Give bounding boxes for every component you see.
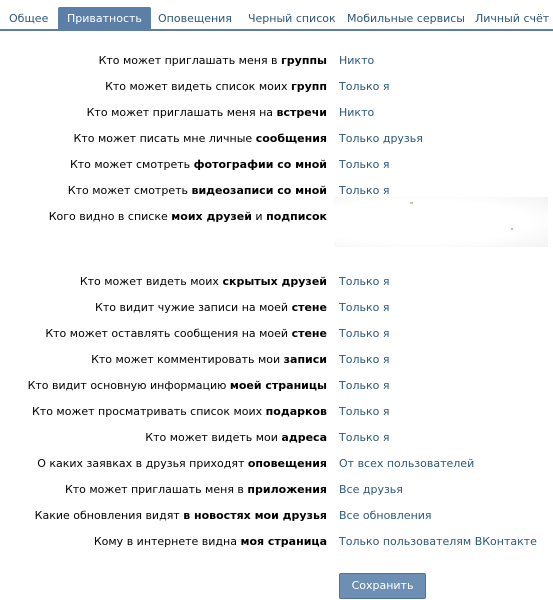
setting-row-comments [0, 347, 553, 373]
setting-value-tagged-videos[interactable]: Только я [339, 184, 390, 197]
tab-general[interactable]: Общее [9, 12, 49, 25]
setting-value-hidden-friends[interactable]: Только я [339, 275, 390, 288]
setting-value-friend-requests[interactable]: От всех пользователей [339, 457, 475, 470]
setting-label: Кто может приглашать меня в приложения [64, 483, 327, 496]
setting-row-invite-groups [0, 48, 553, 74]
setting-value-invite-groups[interactable]: Никто [339, 54, 375, 67]
setting-value-addresses[interactable]: Только я [339, 431, 390, 444]
setting-row-tagged-photos [0, 152, 553, 178]
setting-label: Кто может приглашать меня на встречи [86, 106, 327, 119]
setting-label: О каких заявках в друзья приходят оповещения [37, 457, 327, 470]
setting-row-page-visibility [0, 529, 553, 555]
setting-value-gifts[interactable]: Только я [339, 405, 390, 418]
setting-value-wall-posts-view[interactable]: Только я [339, 301, 390, 314]
obscured-mark [410, 202, 413, 204]
tab-notifications[interactable]: Оповещения [158, 12, 232, 25]
setting-label: Кто может комментировать мои записи [91, 353, 327, 366]
setting-label: Кто может приглашать меня в группы [98, 54, 327, 67]
setting-row-gifts [0, 399, 553, 425]
setting-row-main-info [0, 373, 553, 399]
obscured-mark [511, 228, 513, 230]
setting-label: Кто может смотреть фотографии со мной [69, 158, 327, 171]
tab-personal-account[interactable]: Личный счёт [475, 12, 550, 25]
setting-row-groups-list [0, 74, 553, 100]
setting-row-news-updates [0, 503, 553, 529]
setting-row-friend-requests [0, 451, 553, 477]
setting-label: Кто может видеть список моих групп [105, 80, 327, 93]
setting-label: Кто может оставлять сообщения на моей стене [45, 327, 327, 340]
setting-value-news-updates[interactable]: Все обновления [339, 509, 432, 522]
setting-row-wall-posts-view [0, 295, 553, 321]
setting-row-addresses [0, 425, 553, 451]
obscured-friends-list-area [334, 197, 548, 247]
setting-label: Кому в интернете видна моя страница [93, 535, 327, 548]
setting-value-tagged-photos[interactable]: Только я [339, 158, 390, 171]
setting-value-groups-list[interactable]: Только я [339, 80, 390, 93]
setting-label: Кто может смотреть видеозаписи со мной [67, 184, 327, 197]
setting-label: Кто видит чужие записи на моей стене [95, 301, 327, 314]
setting-value-invite-events[interactable]: Никто [339, 106, 375, 119]
setting-value-app-invites[interactable]: Все друзья [339, 483, 403, 496]
setting-value-wall-posting[interactable]: Только я [339, 327, 390, 340]
setting-row-app-invites [0, 477, 553, 503]
setting-value-comments[interactable]: Только я [339, 353, 390, 366]
setting-row-invite-events [0, 100, 553, 126]
save-button[interactable]: Сохранить [339, 573, 426, 599]
setting-label: Кого видно в списке моих друзей и подписок [48, 210, 327, 223]
setting-label: Кто может видеть моих скрытых друзей [79, 275, 327, 288]
setting-row-private-messages [0, 126, 553, 152]
setting-label: Кто может просматривать список моих подарков [31, 405, 327, 418]
setting-label: Кто может писать мне личные сообщения [73, 132, 327, 145]
tab-blacklist[interactable]: Черный список [248, 12, 336, 25]
settings-tabs [0, 0, 553, 31]
setting-label: Какие обновления видят в новостях мои друзья [34, 509, 327, 522]
tab-mobile-services[interactable]: Мобильные сервисы [347, 12, 465, 25]
setting-label: Кто может видеть мои адреса [145, 431, 327, 444]
setting-value-private-messages[interactable]: Только друзья [339, 132, 423, 145]
setting-value-page-visibility[interactable]: Только пользователям ВКонтакте [339, 535, 537, 548]
setting-value-main-info[interactable]: Только я [339, 379, 390, 392]
setting-row-hidden-friends [0, 269, 553, 295]
setting-row-wall-posting [0, 321, 553, 347]
setting-label: Кто видит основную информацию моей страницы [27, 379, 327, 392]
tab-privacy[interactable]: Приватность [58, 7, 151, 31]
